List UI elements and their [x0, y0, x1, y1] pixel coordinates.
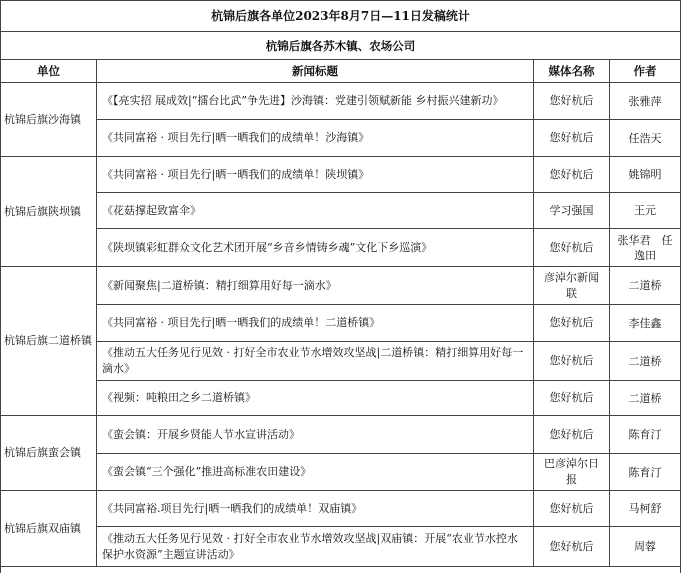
media-cell: 彦淖尔新闻联: [534, 267, 610, 305]
table-row: [1, 305, 681, 342]
media-cell: 您好杭后: [534, 229, 610, 267]
table-row: [1, 454, 681, 491]
media-cell: 巴彦淖尔日报: [534, 454, 610, 491]
unit-cell: 杭锦后旗陕坝镇: [1, 157, 97, 267]
subtitle-row: [1, 32, 681, 60]
author-cell: 周蓉: [610, 527, 681, 567]
news-title-cell: 《【亮实招 展成效|“擂台比武”争先进】沙海镇：党建引领赋新能 乡村振兴建新功》: [97, 83, 534, 120]
news-title-cell: 《推动五大任务见行见效 · 打好全市农业节水增效攻坚战|双庙镇：开展“农业节水控水 保护水资源”主题宣讲活动》: [97, 527, 534, 567]
media-cell: 您好杭后: [534, 120, 610, 157]
author-cell: 二道桥: [610, 342, 681, 381]
header-author: 作者: [610, 60, 681, 83]
unit-cell: 杭锦后旗沙海镇: [1, 83, 97, 157]
media-cell: 您好杭后: [534, 342, 610, 381]
unit-cell: 杭锦后旗蛮会镇: [1, 416, 97, 491]
table-row: [1, 491, 681, 527]
author-cell: 姚锦明: [610, 157, 681, 193]
news-title-cell: 《推动五大任务见行见效 · 打好全市农业节水增效攻坚战|二道桥镇：精打细算用好每一滴水》: [97, 342, 534, 381]
table-row: [1, 120, 681, 157]
news-title-cell: 《花菇撑起致富伞》: [97, 193, 534, 229]
media-cell: 您好杭后: [534, 416, 610, 454]
author-cell: 陈育汀: [610, 416, 681, 454]
author-cell: 马柯舒: [610, 491, 681, 527]
media-cell: 您好杭后: [534, 381, 610, 416]
title-row: [1, 1, 681, 32]
author-cell: 张雅萍: [610, 83, 681, 120]
table-row: [1, 267, 681, 305]
author-cell: 李佳鑫: [610, 305, 681, 342]
news-title-cell: 《陕坝镇彩虹群众文化艺术团开展“乡音乡情铸乡魂”文化下乡巡演》: [97, 229, 534, 267]
table-row: [1, 157, 681, 193]
media-cell: 您好杭后: [534, 83, 610, 120]
media-cell: 您好杭后: [534, 491, 610, 527]
author-cell: 任浩天: [610, 120, 681, 157]
report-subtitle: 杭锦后旗各苏木镇、农场公司: [1, 32, 681, 60]
news-title-cell: 《蛮会镇“三个强化”推进高标准农田建设》: [97, 454, 534, 491]
media-cell: 您好杭后: [534, 305, 610, 342]
news-title-cell: 《蛮会镇：开展乡贤能人节水宣讲活动》: [97, 416, 534, 454]
unit-cell: 杭锦后旗双庙镇: [1, 491, 97, 567]
media-cell: 您好杭后: [534, 527, 610, 567]
table-row: [1, 416, 681, 454]
header-news: 新闻标题: [97, 60, 534, 83]
table-row: [1, 381, 681, 416]
author-cell: 陈育汀: [610, 454, 681, 491]
news-title-cell: 《共同富裕.项目先行|晒一晒我们的成绩单！双庙镇》: [97, 491, 534, 527]
table-row: [1, 193, 681, 229]
table-row: [1, 527, 681, 567]
news-title-cell: 《视频：吨粮田之乡二道桥镇》: [97, 381, 534, 416]
report-title: 杭锦后旗各单位2023年8月7日—11日发稿统计: [1, 1, 681, 32]
header-media: 媒体名称: [534, 60, 610, 83]
header-row: [1, 60, 681, 83]
media-cell: 您好杭后: [534, 157, 610, 193]
table-row: [1, 229, 681, 267]
news-title-cell: 《新闻聚焦|二道桥镇：精打细算用好每一滴水》: [97, 267, 534, 305]
news-title-cell: 《共同富裕 · 项目先行|晒一晒我们的成绩单！沙海镇》: [97, 120, 534, 157]
unit-cell: 杭锦后旗二道桥镇: [1, 267, 97, 416]
header-unit: 单位: [1, 60, 97, 83]
author-cell: 王元: [610, 193, 681, 229]
media-cell: 学习强国: [534, 193, 610, 229]
table-row: [1, 83, 681, 120]
author-cell: 张华君 任逸田: [610, 229, 681, 267]
news-title-cell: 《共同富裕 · 项目先行|晒一晒我们的成绩单！二道桥镇》: [97, 305, 534, 342]
table-row: [1, 342, 681, 381]
author-cell: 二道桥: [610, 381, 681, 416]
news-title-cell: 《共同富裕 · 项目先行|晒一晒我们的成绩单！陕坝镇》: [97, 157, 534, 193]
author-cell: 二道桥: [610, 267, 681, 305]
